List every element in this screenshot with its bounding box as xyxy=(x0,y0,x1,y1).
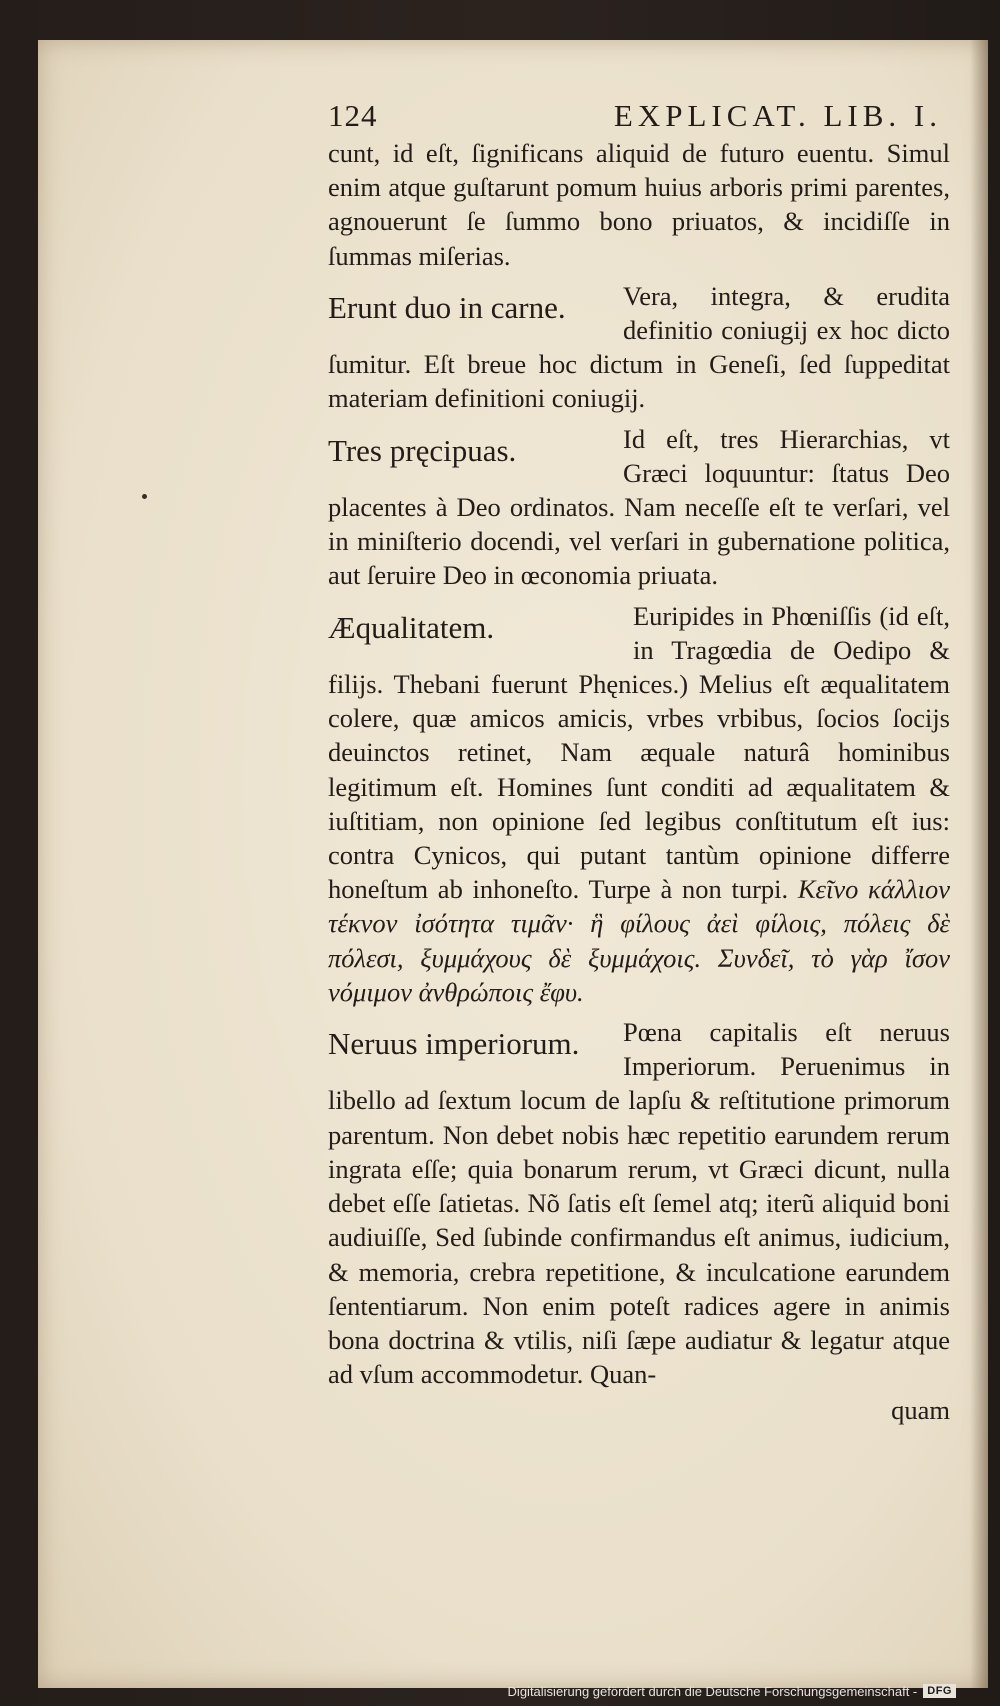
section-text xyxy=(328,599,950,1009)
book-page xyxy=(38,40,988,1688)
running-head xyxy=(328,98,950,136)
lemma-heading: Neruus imperiorum. xyxy=(328,1026,580,1062)
ink-spot xyxy=(142,494,147,499)
greek-quotation: Κεῖνο κάλλιον τέκνον ἰσότητα τιμᾶν· ἣ φίλους ἀεὶ φίλοις, πόλεις δὲ πόλεσι, ξυμμάχους δὲ ξυμμάχοις. Συνδεῖ, τὸ γὰρ ἴσον νόμιμον ἀνθρώποις ἔφυ. xyxy=(328,874,950,1007)
section-aequalitatem xyxy=(328,599,950,1009)
funding-credit: Digitalisierung gefördert durch die Deutsche Forschungsgemeinschaft - xyxy=(507,1683,918,1699)
dfg-logo-icon: DFG xyxy=(923,1684,956,1698)
section-neruus-imperiorum xyxy=(328,1015,950,1391)
section-tres-precipuas xyxy=(328,422,950,593)
lemma-heading: Erunt duo in carne. xyxy=(328,289,566,325)
latin-text: Euripides in Phœniſſis (id eſt, in Tragœdia de Oedipo & filijs. Thebani fuerunt Phęnices.) Melius eſt æqualitatem colere, quæ amicos amicis, vrbes vrbibus, ſocios ſocijs deuinctos retinet, Nam æquale naturâ hominibus legitimum eſt. Homines ſunt conditi ad æqualitatem & iuſtitiam, non opinione ſed legibus conſtitutum eſt ius: contra Cynicos, qui putant tantùm opinione differre honeſtum ab inhoneſto. Turpe à non turpi. xyxy=(328,600,950,905)
digitization-footer xyxy=(0,1676,1000,1706)
spine-shadow xyxy=(970,40,988,1688)
section-text: Id eſt, tres Hierarchias, vt Græci loquuntur: ſtatus Deo placentes à Deo ordinatos. Nam neceſſe eſt te verſari, vel in miniſterio docendi, vel verſari in gubernatione politica, aut ſeruire Deo in œconomia priuata. xyxy=(328,423,950,591)
section-erunt-duo xyxy=(328,279,950,416)
section-text: Vera, integra, & erudita definitio coniugij ex hoc dicto ſumitur. Eſt breue hoc dictum in Geneſi, ſed ſuppeditat materiam definitioni coniugij. xyxy=(328,280,950,414)
lemma-heading: Tres pręcipuas. xyxy=(328,432,517,468)
running-title: EXPLICAT. LIB. I. xyxy=(613,98,942,133)
section-text: Pœna capitalis eſt neruus Imperiorum. Peruenimus in libello ad ſextum locum de lapſu & reſtitutione primorum parentum. Non debet nobis hæc repetitio earundem rerum ingrata eſſe; quia bonarum rerum, vt Græci dicunt, nulla debet eſſe ſatietas. Nõ ſatis eſt ſemel atq; iterũ aliquid boni audiuiſſe, Sed ſubinde confirmandus eſt animus, iudicium, & memoria, crebra repetitione, & inculcatione earundem ſententiarum. Non enim poteſt radices agere in animis bona doctrina & vtilis, niſi ſæpe audiatur & legatur atque ad vſum accommodetur. Quan- xyxy=(328,1017,950,1390)
catchword: quam xyxy=(891,1395,950,1426)
lemma-heading: Æqualitatem. xyxy=(328,609,495,645)
page-number: 124 xyxy=(328,98,378,133)
intro-paragraph: cunt, id eſt, ſignificans aliquid de futuro euentu. Simul enim atque guſtarunt pomum huius arboris primi parentes, agnouerunt ſe ſummo bono priuatos, & incidiſſe in ſummas miſerias. xyxy=(328,138,950,271)
text-block xyxy=(328,98,950,1458)
